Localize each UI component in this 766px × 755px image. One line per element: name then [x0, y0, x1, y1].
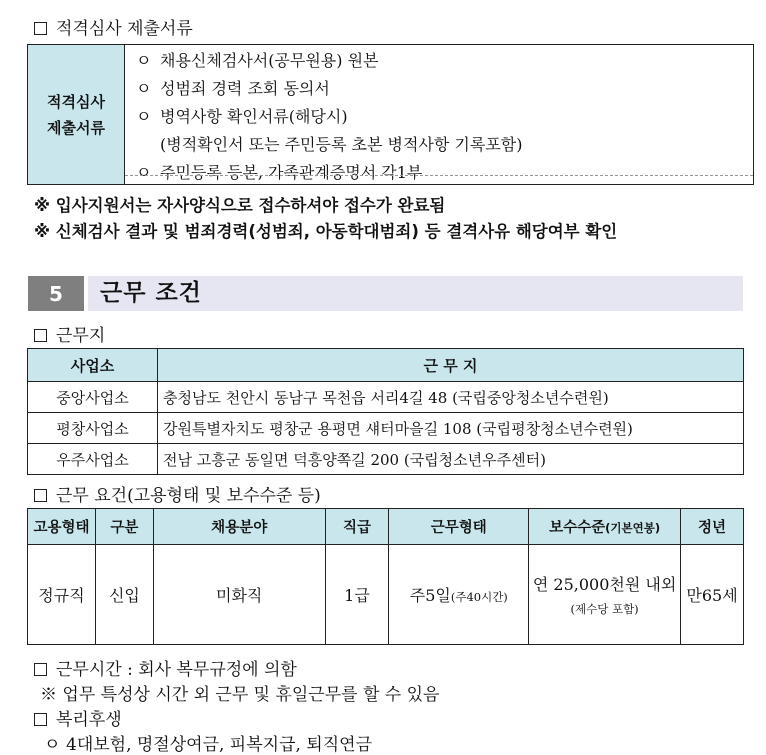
checkbox-square-icon	[34, 663, 47, 676]
address-cell: 전남 고흥군 동일면 덕흥양쪽길 200 (국립청소년우주센터)	[158, 444, 744, 475]
qualification-docs-table	[27, 44, 754, 185]
table-row	[28, 545, 744, 645]
table-row	[28, 444, 744, 475]
column-header-work-type: 근무형태	[389, 509, 529, 545]
checkbox-square-icon	[34, 329, 47, 342]
office-cell: 평창사업소	[28, 413, 158, 444]
category-cell: 신입	[95, 545, 153, 645]
column-header-pay: 보수수준(기본연봉)	[529, 509, 681, 545]
workplace-table	[27, 348, 744, 475]
retirement-cell: 만65세	[681, 545, 744, 645]
qualification-docs-heading	[34, 14, 193, 39]
qualification-docs-list	[136, 47, 523, 187]
office-cell: 중앙사업소	[28, 382, 158, 413]
column-header-location: 근 무 지	[158, 349, 744, 382]
work-hours-heading: 근무시간 : 회사 복무규정에 의함	[34, 655, 297, 680]
notice-disqualification-check: ※ 신체검사 결과 및 범죄경력(성범죄, 아동학대범죄) 등 결격사유 해당여부 확인	[34, 222, 618, 241]
column-header-grade: 직급	[325, 509, 389, 545]
column-header-employment-type: 고용형태	[28, 509, 96, 545]
grade-cell: 1급	[325, 545, 389, 645]
list-item: ㅇ 채용신체검사서(공무원용) 원본	[136, 51, 379, 70]
notice-application-form: ※ 입사지원서는 자사양식으로 접수하셔야 접수가 완료됨	[34, 196, 446, 215]
qualification-heading-text: 적격심사 제출서류	[56, 19, 193, 39]
work-hours-note: ※ 업무 특성상 시간 외 근무 및 휴일근무를 할 수 있음	[40, 685, 440, 705]
column-header-field: 채용분야	[153, 509, 325, 545]
column-header-office: 사업소	[28, 349, 158, 382]
conditions-heading: 근무 요건(고용형태 및 보수수준 등)	[34, 481, 321, 506]
checkbox-square-icon	[34, 22, 47, 35]
table-header-row	[28, 349, 744, 382]
welfare-item: ㅇ 4대보험, 명절상여금, 피복지급, 퇴직연금	[44, 735, 372, 755]
column-header-retirement: 정년	[681, 509, 744, 545]
column-header-category: 구분	[95, 509, 153, 545]
table-row	[28, 413, 744, 444]
checkbox-square-icon	[34, 489, 47, 502]
pay-cell: 연 25,000천원 내외 (제수당 포함)	[529, 545, 681, 645]
divider	[125, 175, 753, 176]
table-header-row	[28, 509, 744, 545]
workplace-heading: 근무지	[34, 321, 105, 346]
checkbox-square-icon	[34, 713, 47, 726]
address-cell: 강원특별자치도 평창군 용평면 섀터마을길 108 (국립평창청소년수련원)	[158, 413, 744, 444]
list-item: ㅇ 주민등록 등본, 가족관계증명서 각1부	[136, 163, 423, 182]
table-row	[28, 382, 744, 413]
employment-type-cell: 정규직	[28, 545, 96, 645]
work-type-cell: 주5일(주40시간)	[389, 545, 529, 645]
list-item: (병적확인서 또는 주민등록 초본 병적사항 기록포함)	[160, 135, 523, 154]
section-number: 5	[28, 276, 84, 311]
section-title: 근무 조건	[88, 276, 743, 311]
welfare-heading: 복리후생	[34, 705, 122, 730]
list-item: ㅇ 병역사항 확인서류(해당시)	[136, 107, 348, 126]
address-cell: 충청남도 천안시 동남구 목천읍 서리4길 48 (국립중앙청소년수련원)	[158, 382, 744, 413]
employment-conditions-table	[27, 508, 744, 645]
field-cell: 미화직	[153, 545, 325, 645]
list-item: ㅇ 성범죄 경력 조회 동의서	[136, 79, 330, 98]
qualification-table-header: 적격심사 제출서류	[28, 45, 125, 184]
office-cell: 우주사업소	[28, 444, 158, 475]
